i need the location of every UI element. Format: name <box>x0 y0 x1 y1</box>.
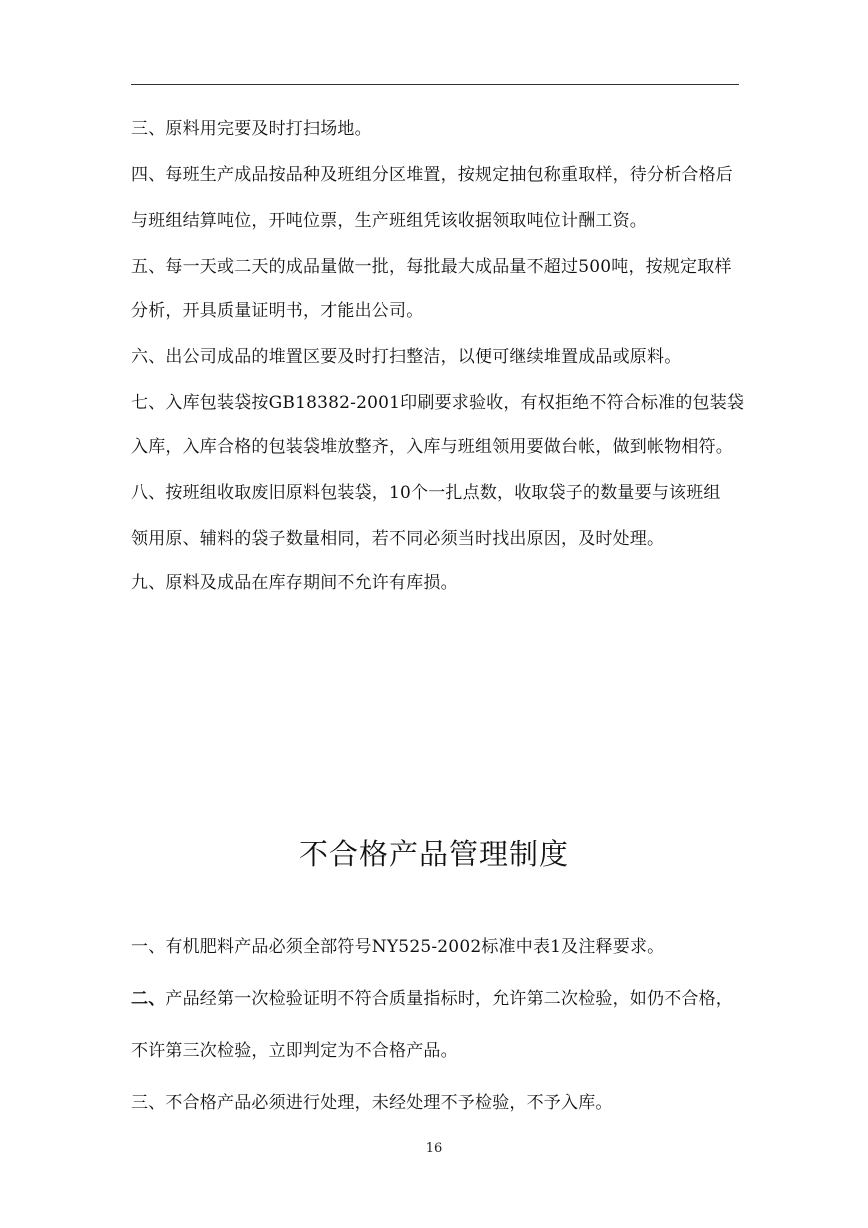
paragraph-line: 四、每班生产成品按品种及班组分区堆置，按规定抽包称重取样，待分析合格后 <box>131 165 733 185</box>
paragraph-line: 三、不合格产品必须进行处理，未经处理不予检验，不予入库。 <box>131 1093 613 1113</box>
paragraph-line: 五、每一天或二天的成品量做一批，每批最大成品量不超过500吨，按规定取样 <box>131 257 732 277</box>
paragraph-line: 七、入库包装袋按GB18382-2001印刷要求验收，有权拒绝不符合标准的包装袋 <box>131 393 745 413</box>
paragraph-line: 分析，开具质量证明书，才能出公司。 <box>131 301 424 321</box>
paragraph-line: 入库，入库合格的包装袋堆放整齐，入库与班组领用要做台帐，做到帐物相符。 <box>131 437 733 457</box>
paragraph-line <box>131 988 733 1010</box>
paragraph-line: 八、按班组收取废旧原料包装袋，10个一扎点数，收取袋子的数量要与该班组 <box>131 483 721 503</box>
paragraph-line: 与班组结算吨位，开吨位票，生产班组凭该收据领取吨位计酬工资。 <box>131 211 647 231</box>
paragraph-line: 不许第三次检验，立即判定为不合格产品。 <box>131 1041 458 1061</box>
paragraph-line: 三、原料用完要及时打扫场地。 <box>131 119 372 139</box>
paragraph-line: 领用原、辅料的袋子数量相同，若不同必须当时找出原因，及时处理。 <box>131 529 665 549</box>
paragraph-line: 六、出公司成品的堆置区要及时打扫整洁，以便可继续堆置成品或原料。 <box>131 347 682 367</box>
paragraph-line: 九、原料及成品在库存期间不允许有库损。 <box>131 573 458 593</box>
section-title: 不合格产品管理制度 <box>298 837 569 871</box>
item-number-prefix: 二、 <box>131 989 166 1009</box>
header-rule <box>131 84 739 85</box>
paragraph-line: 一、有机肥料产品必须全部符号NY525-2002标准中表1及注释要求。 <box>131 937 665 957</box>
page-number: 16 <box>425 1141 443 1156</box>
paragraph-text: 产品经第一次检验证明不符合质量指标时，允许第二次检验，如仍不合格， <box>165 989 734 1009</box>
